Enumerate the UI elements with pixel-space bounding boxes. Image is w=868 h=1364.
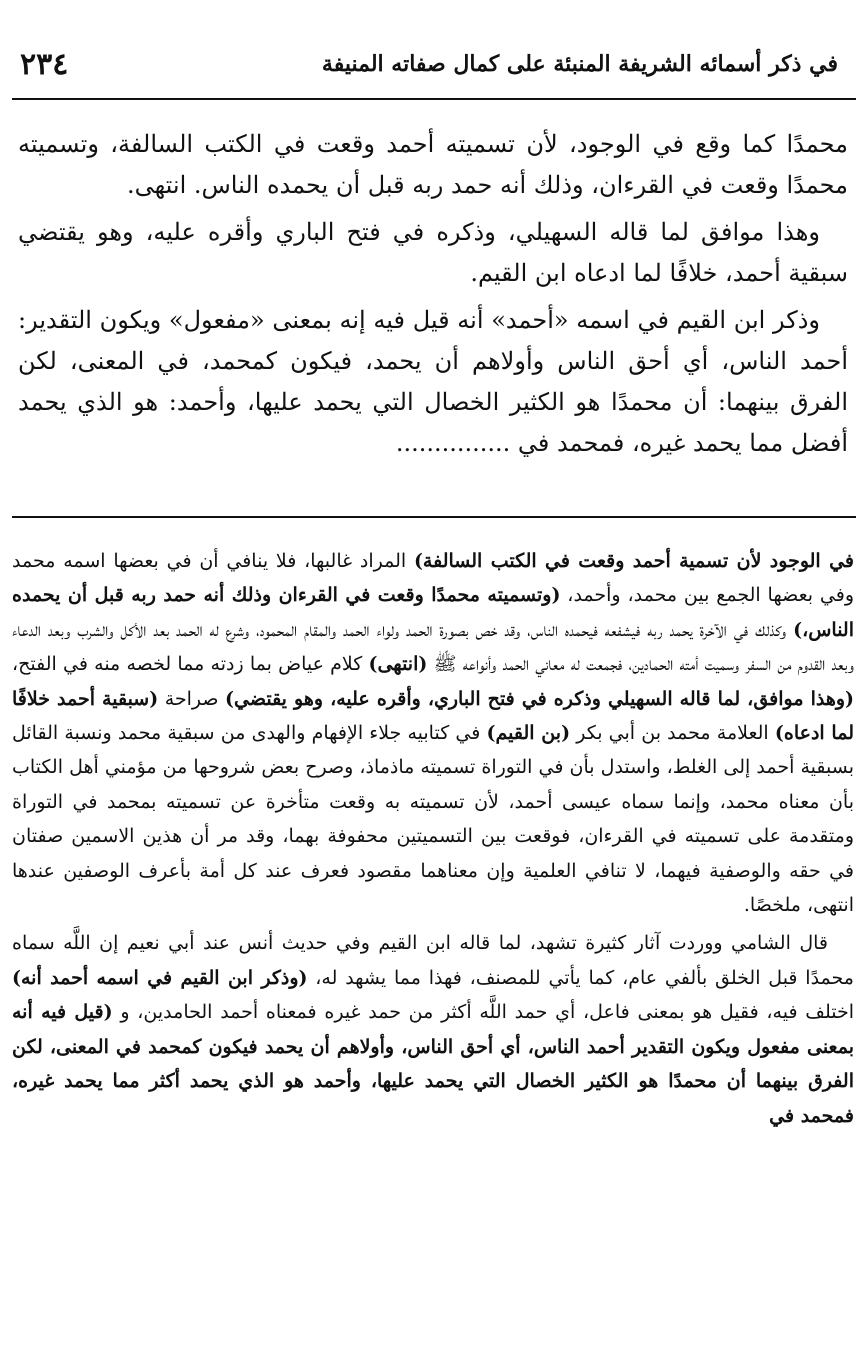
- quoted-main-text: (انتهى): [368, 653, 428, 676]
- header-divider: [12, 98, 856, 100]
- commentary-segment: قال الشامي ووردت آثار كثيرة تشهد، لما قاله ابن القيم وفي حديث أنس عند أبي نعيم إن اللَّه سماه محمدًا قبل الخلق بألفي عام، كما يأتي للمصنف، فهذا مما يشهد له،: [12, 932, 854, 989]
- quoted-main-text: (قيل فيه أنه بمعنى مفعول ويكون التقدير أحمد الناس، أي أحق الناس، وأولاهم أن يحمد فيكون كمحمد في المعنى، لكن الفرق بينهما أن محمدًا هو الكثير الخصال التي يحمد عليها، وأحمد هو الذي يحمد أكثر مما يحمد غيره، فمحمد في: [12, 1001, 854, 1127]
- main-paragraph-3: وذكر ابن القيم في اسمه «أحمد» أنه قيل فيه إنه بمعنى «مفعول» ويكون التقدير: أحمد الناس، أي أحق الناس وأولاهم أن يحمد، فيكون كمحمد، في المعنى، لكن الفرق بينهما: أن محمدًا هو الكثير الخصال التي يحمد عليها، وأحمد: هو الذي يحمد أفضل مما يحمد غيره، فمحمد في ...............: [18, 306, 848, 457]
- main-paragraph-2: وهذا موافق لما قاله السهيلي، وذكره في فتح الباري وأقره عليه، وهو يقتضي سبقية أحمد، خلافًا لما ادعاه ابن القيم.: [18, 218, 848, 287]
- running-title: في ذكر أسمائه الشريفة المنبئة على كمال صفاته المنيفة: [321, 51, 838, 77]
- main-paragraph-1: محمدًا كما وقع في الوجود، لأن تسميته أحمد وقعت في الكتب السالفة، وتسميته محمدًا وقعت في القرءان، وذلك أنه حمد ربه قبل أن يحمده الناس. انتهى.: [18, 130, 848, 199]
- commentary-segment: العلامة محمد بن أبي بكر: [570, 722, 775, 745]
- page-header: [20, 44, 838, 84]
- page-number: ٢٣٤: [20, 46, 69, 82]
- commentary-segment: في كتابيه جلاء الإفهام والهدى من سبقية محمد ونسبة القائل بسبقية أحمد إلى الغلط، واستدل بأن في التوراة تسميته ماذماذ، وصرح بعض شروحها من مؤمني أهل الكتاب بأن معناه محمد، وإنما سماه عيسى أحمد، لأن تسميته به وقعت متأخرة عن تسميته بمحمد في التوراة ومتقدمة على تسميته في القرءان، فوقعت بين التسميتين محفوفة بهما، وقد مر أن هذين الاسمين صفتان في حقه والوصفية فيهما، لا تنافي العلمية وإن معناهما مقصود فعرف عند كل أمة بأعرف الوصفين عندها انتهى، ملخصًا.: [12, 722, 854, 917]
- quoted-main-text: (سبقية أحمد خلافًا لما ادعاه): [12, 687, 854, 745]
- quoted-main-text: (وهذا موافق، لما قاله السهيلي وذكره في فتح الباري، وأقره عليه، وهو يقتضي): [225, 687, 855, 710]
- commentary-paragraph-2: [12, 926, 854, 1132]
- commentary-segment: المراد غالبها، فلا ينافي أن في بعضها اسمه محمد وفي بعضها الجمع بين محمد، وأحمد،: [12, 550, 854, 607]
- quoted-main-text: (وتسميته محمدًا وقعت في القرءان وذلك أنه حمد ربه قبل أن يحمده الناس،): [12, 584, 854, 641]
- commentary-segment: اختلف فيه، فقيل هو بمعنى فاعل، أي حمد اللَّه أكثر من حمد غيره فمعناه أحمد الحامدين، و: [112, 1001, 854, 1024]
- commentary-segment: صراحة: [158, 687, 226, 710]
- quoted-main-text: في الوجود لأن تسمية أحمد وقعت في الكتب السالفة): [413, 550, 854, 572]
- quoted-main-text: (وذكر ابن القيم في اسمه أحمد أنه): [12, 966, 308, 989]
- commentary-text: [12, 544, 854, 1137]
- commentary-divider: [12, 516, 856, 518]
- commentary-paragraph-1: [12, 544, 854, 922]
- quoted-main-text: (بن القيم): [486, 722, 571, 745]
- main-text: [18, 124, 848, 470]
- commentary-segment: وكذلك في الآخرة يحمد ربه فيشفعه فيحمده الناس، وقد خص بصورة الحمد ولواء الحمد والمقام المحمود، وشرع له الحمد بعد الأكل والشرب وبعد الدعاء وبعد القدوم من السفر وسميت أمته الحمادين، فجمعت له معاني الحمد وأنواعه ﷺ: [12, 618, 854, 676]
- commentary-segment: كلام عياض بما زدته مما لخصه منه في الفتح،: [12, 653, 369, 676]
